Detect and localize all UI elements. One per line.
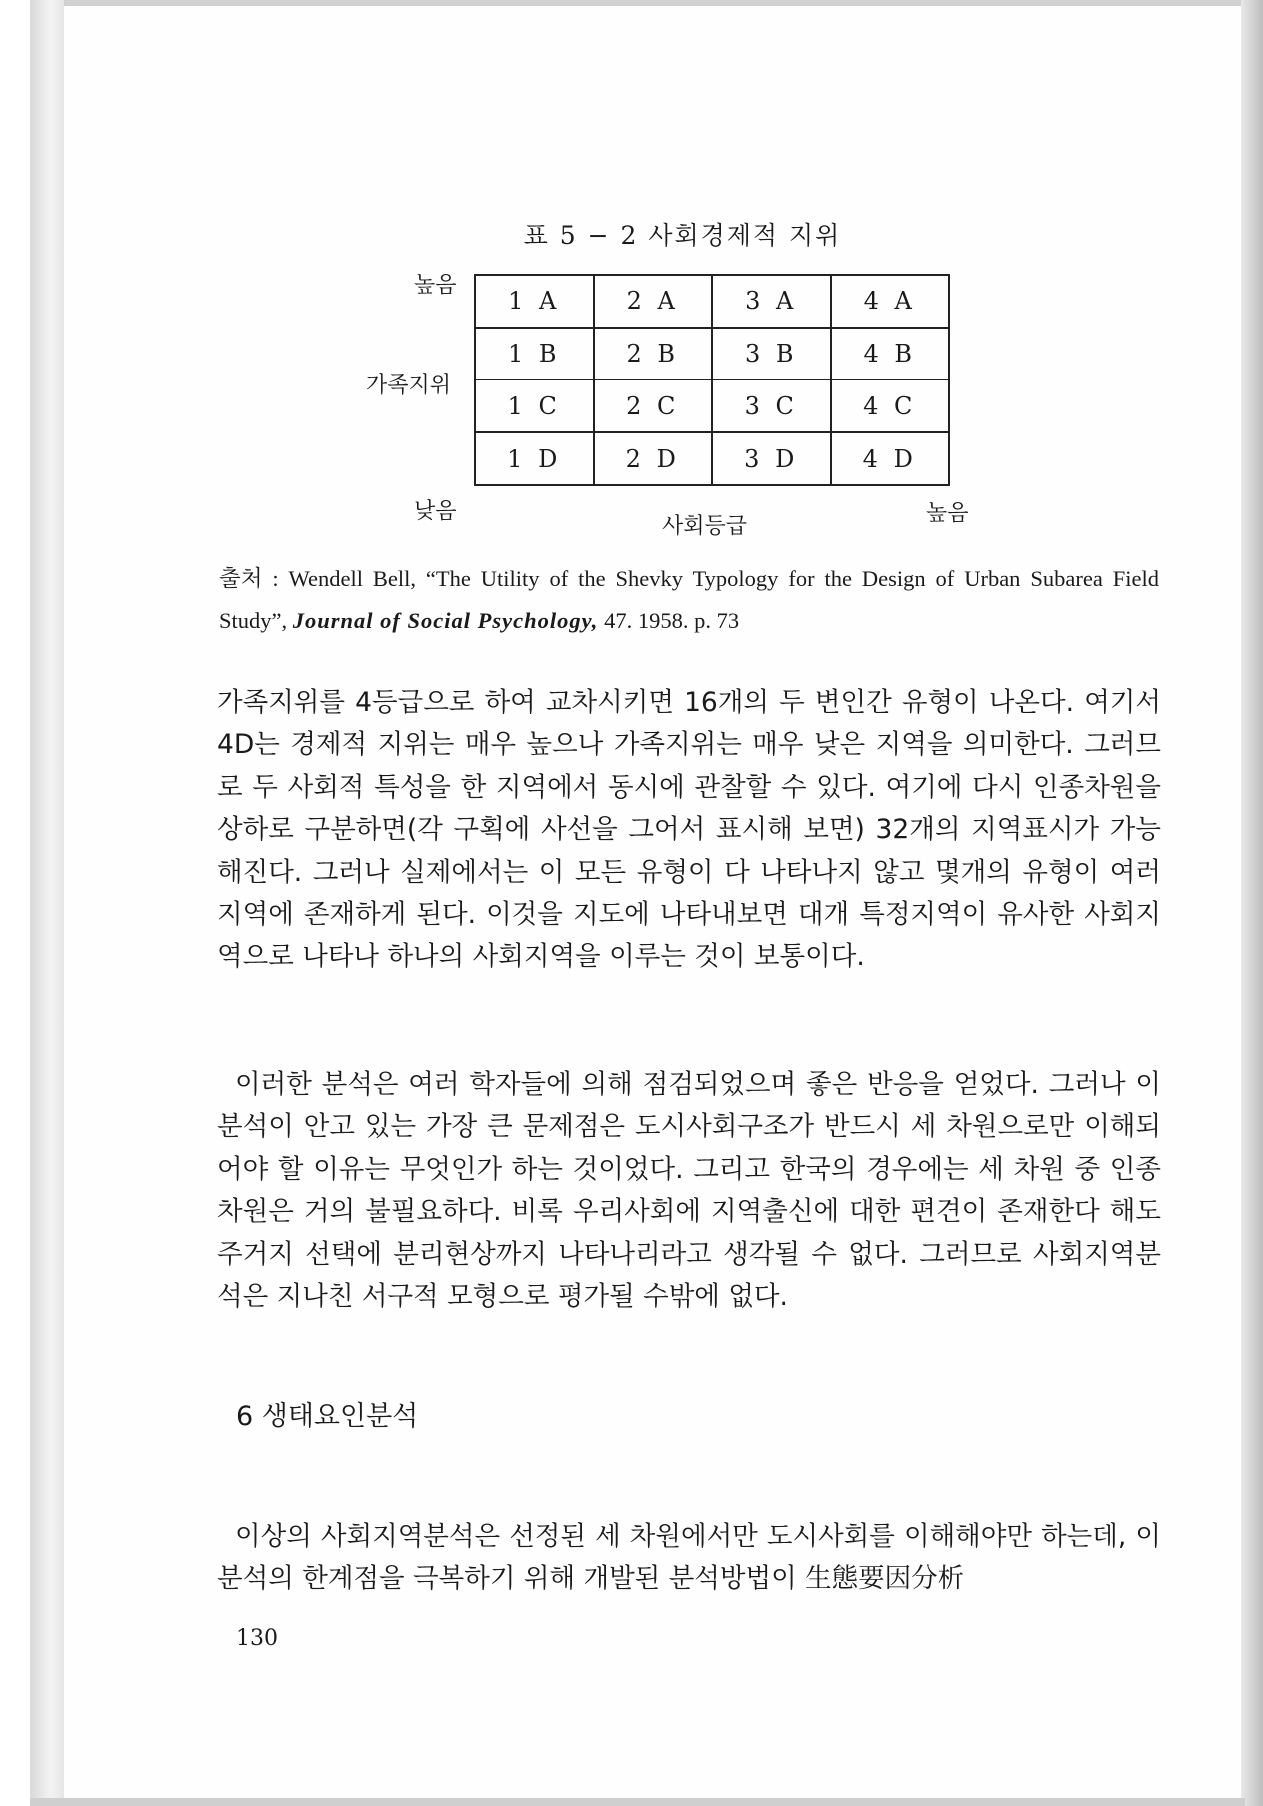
paragraph-text: 이상의 사회지역분석은 선정된 세 차원에서만 도시사회를 이해해야만 하는데, 이 분석의 한계점을 극복하기 위해 개발된 분석방법이 生態要因分析 [217,1521,1161,1595]
axis-label-low: 낮음 [414,499,457,524]
axis-label-family-status: 가족지위 [366,373,452,398]
axis-label-social-rank: 사회등급 [662,514,748,539]
grid-cell: 1 A [475,275,594,328]
grid-cell: 1 D [475,432,594,485]
grid-row [475,328,949,380]
book-page [64,6,1241,1798]
table-caption: 표 5 − 2 사회경제적 지위 [523,221,842,250]
grid-cell: 4 A [831,275,950,328]
table-source-citation [219,558,1159,642]
grid-cell: 4 C [831,380,950,432]
source-prefix: 출처 : [219,566,289,591]
grid-cell: 4 D [831,432,950,485]
grid-cell: 3 C [712,380,831,432]
axis-label-high-right: 높음 [926,501,969,526]
paragraph-2 [217,1064,1161,1318]
book-right-edge [1241,0,1263,1806]
page-number: 130 [236,1626,278,1651]
grid-cell: 2 B [594,328,713,380]
paragraph-text: 가족지위를 4등급으로 하여 교차시키면 16개의 두 변인간 유형이 나온다. 여기서 4D는 경제적 지위는 매우 높으나 가족지위는 매우 낮은 지역을 의미한다. 그러므로 두 사회적 특성을 한 지역에서 동시에 관찰할 수 있다. 여기에 다시 인종차원을 상하로 구분하면(각 구획에 사선을 그어서 표시해 보면) 32개의 지역표시가 가능해진다. 그러나 실제에서는 이 모든 유형이 다 나타나지 않고 몇개의 유형이 여러지역에 존재하게 된다. 이것을 지도에 나타내보면 대개 특정지역이 유사한 사회지역으로 나타나 하나의 사회지역을 이루는 것이 보통이다. [217,687,1161,973]
grid-cell: 2 A [594,275,713,328]
section-heading: 6 생태요인분석 [236,1401,419,1432]
grid-cell: 1 C [475,380,594,432]
source-text: Wendell Bell, “The Utility of the Shevky Typology for the Design of Urban Subarea Field Study”, [219,566,1159,633]
grid-row [475,432,949,485]
grid-cell: 2 D [594,432,713,485]
grid-cell: 1 B [475,328,594,380]
typology-grid [474,274,950,486]
paragraph-1 [217,682,1161,979]
paragraph-3 [217,1516,1161,1601]
grid-cell: 3 A [712,275,831,328]
paragraph-text: 이러한 분석은 여러 학자들에 의해 점검되었으며 좋은 반응을 얻었다. 그러나 이 분석이 안고 있는 가장 큰 문제점은 도시사회구조가 반드시 세 차원으로만 이해되어야 할 이유는 무엇인가 하는 것이었다. 그리고 한국의 경우에는 세 차원 중 인종차원은 거의 불필요하다. 비록 우리사회에 지역출신에 대한 편견이 존재한다 해도 주거지 선택에 분리현상까지 나타나리라고 생각될 수 없다. 그러므로 사회지역분석은 지나친 서구적 모형으로 평가될 수밖에 없다. [217,1069,1161,1313]
axis-label-high-top: 높음 [414,273,457,298]
source-journal: Journal of Social Psychology, [292,608,599,633]
grid-row [475,380,949,432]
grid-cell: 2 C [594,380,713,432]
book-bottom-edge [30,1798,1245,1806]
grid-cell: 3 B [712,328,831,380]
source-volume-year: 47. 1958. p. 73 [598,608,740,633]
grid-cell: 4 B [831,328,950,380]
book-spine-edge [30,0,65,1806]
grid-row [475,275,949,328]
grid-cell: 3 D [712,432,831,485]
